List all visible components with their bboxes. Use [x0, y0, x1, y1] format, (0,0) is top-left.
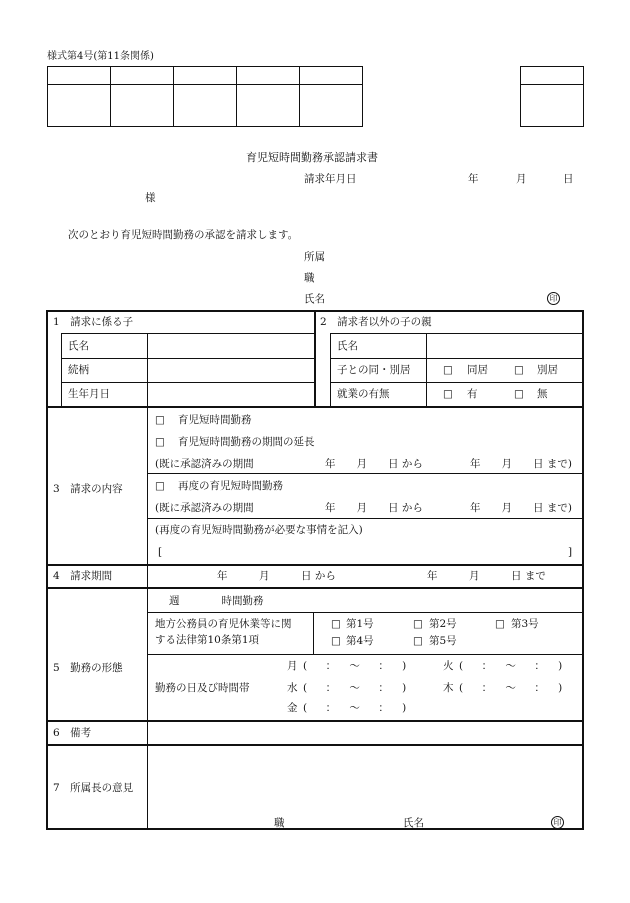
checkbox-law3[interactable]: □	[495, 618, 505, 630]
section3-heading: 3 請求の内容	[53, 483, 123, 495]
unemployed-label: 無	[537, 388, 548, 400]
law-opt3: 第3号	[511, 618, 539, 630]
separate-label: 別居	[537, 364, 558, 376]
opt2-label: 育児短時間勤務の期間の延長	[178, 436, 315, 448]
day-thu: 木	[443, 682, 454, 694]
opt1-label: 育児短時間勤務	[178, 414, 252, 426]
checkbox-unemployed[interactable]: □	[514, 388, 524, 400]
cohabit-label: 同居	[467, 364, 488, 376]
period-start: 年 月 日 から	[217, 570, 336, 582]
head-position-label: 職	[274, 817, 285, 829]
checkbox-law1[interactable]: □	[331, 618, 341, 630]
intro-text: 次のとおり育児短時間勤務の承認を請求します。	[68, 229, 299, 241]
prior2-label: (既に承認済みの期間	[155, 502, 254, 514]
checkbox-law5[interactable]: □	[413, 635, 423, 647]
prior2-end: 年 月 日 まで)	[470, 502, 572, 514]
period-end: 年 月 日 まで	[427, 570, 546, 582]
prior1-label: (既に承認済みの期間	[155, 458, 254, 470]
law-opt5: 第5号	[429, 635, 457, 647]
checkbox-cohabit[interactable]: □	[443, 364, 453, 376]
child-birthdate-label: 生年月日	[68, 388, 110, 400]
page-title: 育児短時間勤務承認請求書	[246, 151, 378, 164]
section5-heading: 5 勤務の形態	[53, 662, 123, 674]
day-tue: 火	[443, 660, 454, 672]
law-opt2: 第2号	[429, 618, 457, 630]
section2-heading: 2 請求者以外の子の親	[320, 316, 432, 328]
weekly-hours: 週 時間勤務	[169, 595, 264, 607]
seal-mark: 印	[547, 292, 560, 305]
time-wed: ( ： ～ ： )	[303, 682, 411, 694]
affiliation-label: 所属	[304, 251, 325, 263]
prior2-start: 年 月 日 から	[325, 502, 423, 514]
checkbox-opt3[interactable]: □	[155, 480, 165, 492]
name-label: 氏名	[304, 293, 325, 305]
bracket-close: ]	[568, 546, 573, 558]
request-date-label: 請求年月日	[304, 173, 357, 185]
prior1-end: 年 月 日 まで)	[470, 458, 572, 470]
employed-label: 有	[467, 388, 478, 400]
section6-heading: 6 備考	[53, 727, 92, 739]
law-opt4: 第4号	[346, 635, 374, 647]
form-number: 様式第4号(第11条関係)	[47, 51, 154, 62]
time-fri: ( ： ～ ： )	[303, 702, 411, 714]
stamp-grid	[47, 66, 363, 127]
addressee-suffix: 様	[145, 192, 156, 204]
reason-label: (再度の育児短時間勤務が必要な事情を記入)	[155, 524, 363, 536]
living-label: 子との同・別居	[337, 364, 411, 376]
opt3-label: 再度の育児短時間勤務	[178, 480, 283, 492]
checkbox-employed[interactable]: □	[443, 388, 453, 400]
day-fri: 金	[287, 702, 298, 714]
checkbox-separate[interactable]: □	[514, 364, 524, 376]
day-label: 日	[563, 173, 574, 185]
month-label: 月	[516, 173, 527, 185]
child-name-label: 氏名	[68, 340, 89, 352]
section1-heading: 1 請求に係る子	[53, 316, 134, 328]
receipt-box	[520, 66, 584, 127]
law-opt1: 第1号	[346, 618, 374, 630]
checkbox-opt1[interactable]: □	[155, 414, 165, 426]
day-wed: 水	[287, 682, 298, 694]
law-line1: 地方公務員の育児休業等に関	[155, 618, 292, 630]
time-thu: ( ： ～ ： )	[459, 682, 567, 694]
year-label: 年	[468, 173, 479, 185]
law-line2: する法律第10条第1項	[155, 634, 260, 646]
bracket-open: [	[158, 546, 163, 558]
days-label: 勤務の日及び時間帯	[155, 682, 250, 694]
head-seal-mark: 印	[551, 816, 564, 829]
time-mon: ( ： ～ ： )	[303, 660, 411, 672]
section7-heading: 7 所属長の意見	[53, 782, 134, 794]
checkbox-opt2[interactable]: □	[155, 436, 165, 448]
prior1-start: 年 月 日 から	[325, 458, 423, 470]
parent-name-label: 氏名	[337, 340, 358, 352]
time-tue: ( ： ～ ： )	[459, 660, 567, 672]
employment-label: 就業の有無	[337, 388, 390, 400]
position-label: 職	[304, 272, 315, 284]
day-mon: 月	[287, 660, 298, 672]
checkbox-law2[interactable]: □	[413, 618, 423, 630]
head-name-label: 氏名	[403, 817, 424, 829]
child-relation-label: 続柄	[68, 364, 89, 376]
section4-heading: 4 請求期間	[53, 570, 113, 582]
checkbox-law4[interactable]: □	[331, 635, 341, 647]
